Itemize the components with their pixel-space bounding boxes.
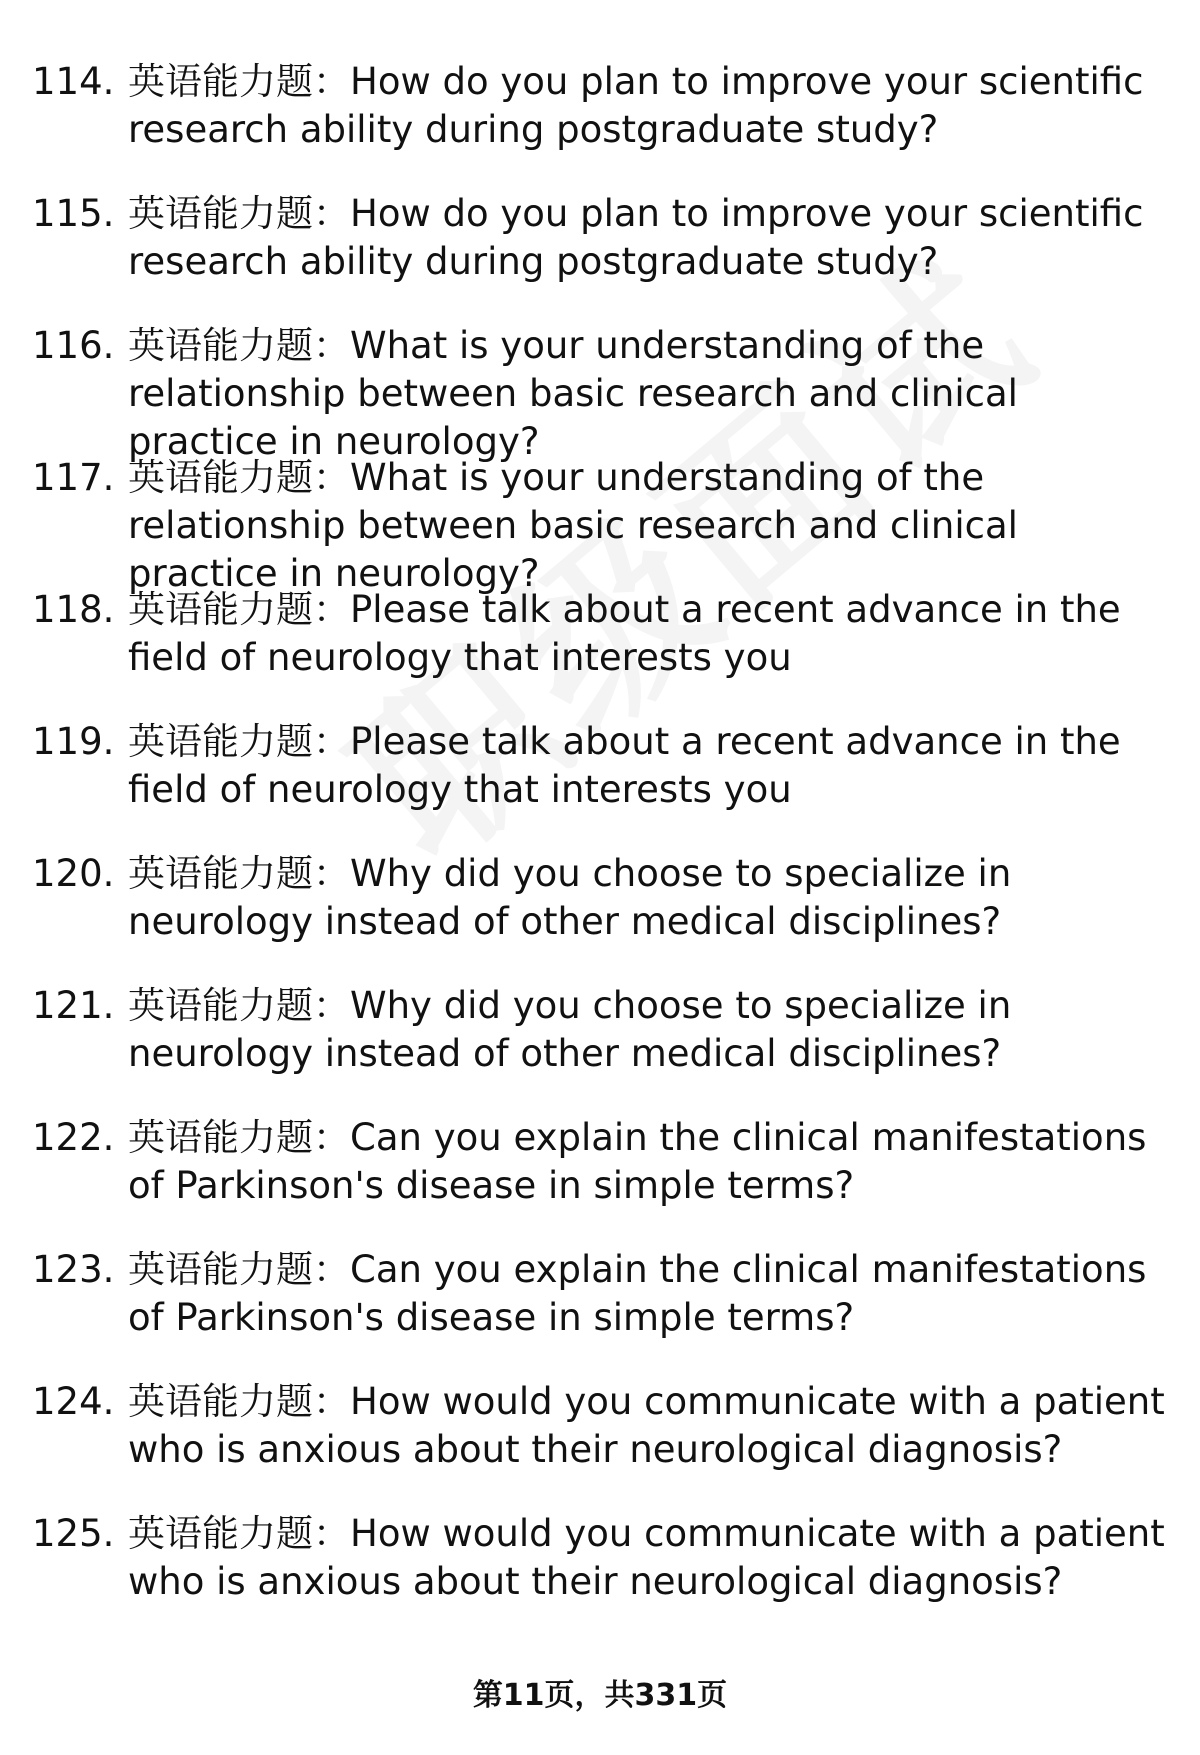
question-category: 英语能力题：: [128, 1512, 350, 1555]
question-text: How would you communicate with a patient who is anxious about their neurological diagnosis?: [128, 1512, 1165, 1603]
question-category: 英语能力题：: [128, 324, 350, 367]
question-number: 125.: [32, 1512, 115, 1555]
question-number: 124.: [32, 1380, 115, 1423]
question-body: [128, 586, 1178, 682]
question-number: 115.: [32, 192, 115, 235]
question-number: 114.: [32, 60, 115, 103]
page-number: 第11页，共331页: [472, 1678, 728, 1713]
question-category: 英语能力题：: [128, 588, 350, 631]
question-text: Can you explain the clinical manifestations of Parkinson's disease in simple terms?: [128, 1248, 1147, 1339]
question-body: [128, 850, 1178, 946]
question-list: [0, 58, 1200, 1642]
question-text: What is your understanding of the relationship between basic research and clinical practice in neurology?: [128, 456, 1018, 595]
question-body: [128, 1114, 1178, 1210]
question-item: [0, 586, 1200, 718]
question-text: Please talk about a recent advance in the field of neurology that interests you: [128, 588, 1121, 679]
question-item: [0, 1114, 1200, 1246]
question-category: 英语能力题：: [128, 720, 350, 763]
question-number: 122.: [32, 1116, 115, 1159]
question-category: 英语能力题：: [128, 1248, 350, 1291]
question-body: [128, 322, 1178, 466]
question-item: [0, 1510, 1200, 1642]
question-number: 119.: [32, 720, 115, 763]
question-body: [128, 1510, 1178, 1606]
question-category: 英语能力题：: [128, 456, 350, 499]
question-item: [0, 322, 1200, 463]
question-category: 英语能力题：: [128, 192, 350, 235]
question-category: 英语能力题：: [128, 60, 350, 103]
question-text: Why did you choose to specialize in neurology instead of other medical disciplines?: [128, 984, 1012, 1075]
question-body: [128, 718, 1178, 814]
question-text: How do you plan to improve your scientific research ability during postgraduate study?: [128, 60, 1144, 151]
question-number: 120.: [32, 852, 115, 895]
question-number: 118.: [32, 588, 115, 631]
question-number: 117.: [32, 456, 115, 499]
question-body: [128, 454, 1178, 598]
question-item: [0, 1246, 1200, 1378]
question-body: [128, 1378, 1178, 1474]
question-item: [0, 982, 1200, 1114]
question-item: [0, 454, 1200, 595]
question-body: [128, 58, 1178, 154]
question-text: How would you communicate with a patient who is anxious about their neurological diagnosis?: [128, 1380, 1165, 1471]
question-item: [0, 718, 1200, 850]
question-category: 英语能力题：: [128, 984, 350, 1027]
question-item: [0, 58, 1200, 190]
question-number: 121.: [32, 984, 115, 1027]
question-item: [0, 1378, 1200, 1510]
question-number: 123.: [32, 1248, 115, 1291]
question-category: 英语能力题：: [128, 852, 350, 895]
question-text: Can you explain the clinical manifestations of Parkinson's disease in simple terms?: [128, 1116, 1147, 1207]
question-category: 英语能力题：: [128, 1116, 350, 1159]
question-text: Why did you choose to specialize in neurology instead of other medical disciplines?: [128, 852, 1012, 943]
question-text: What is your understanding of the relationship between basic research and clinical practice in neurology?: [128, 324, 1018, 463]
question-category: 英语能力题：: [128, 1380, 350, 1423]
question-text: How do you plan to improve your scientific research ability during postgraduate study?: [128, 192, 1144, 283]
question-body: [128, 1246, 1178, 1342]
question-text: Please talk about a recent advance in the field of neurology that interests you: [128, 720, 1121, 811]
question-body: [128, 982, 1178, 1078]
question-number: 116.: [32, 324, 115, 367]
question-body: [128, 190, 1178, 286]
question-item: [0, 190, 1200, 322]
question-item: [0, 850, 1200, 982]
